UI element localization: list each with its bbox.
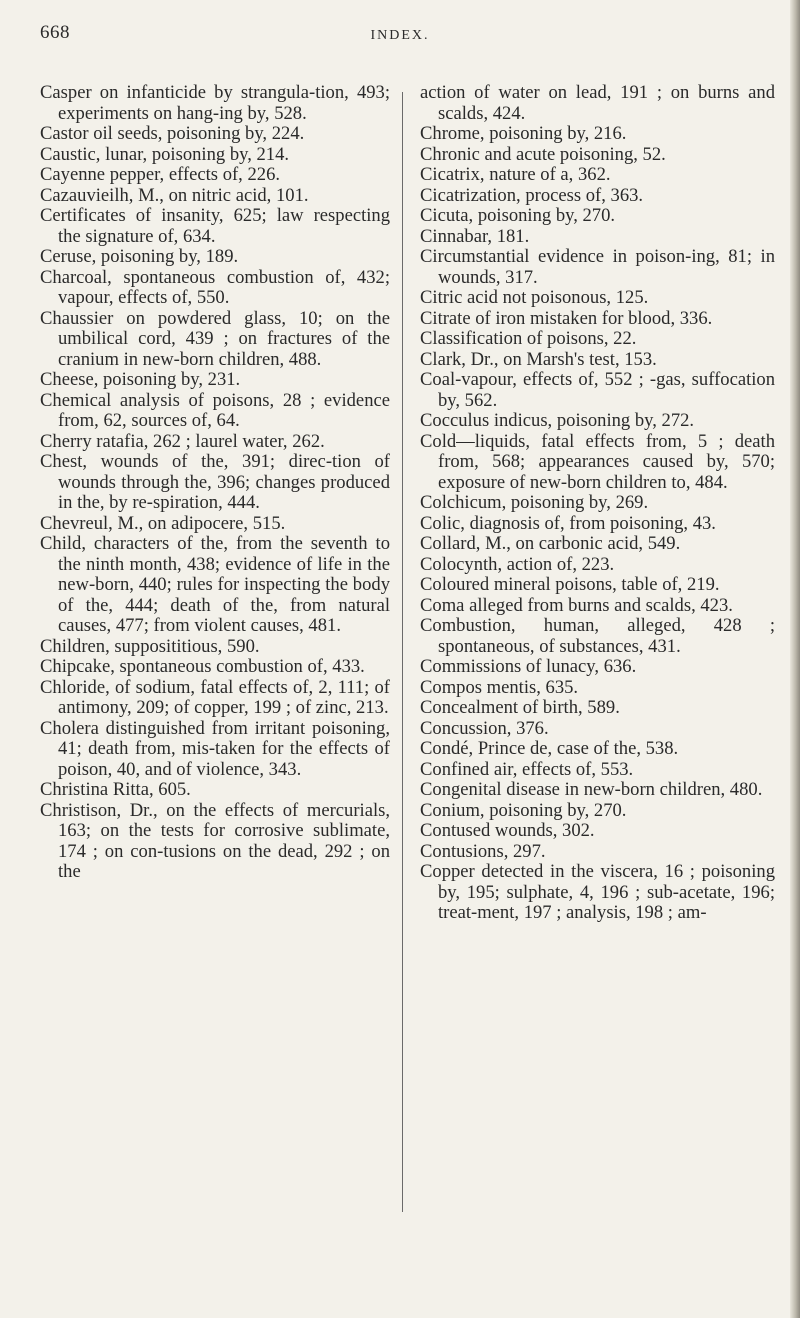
index-entry: Cholera distinguished from irritant poisoning, 41; death from, mis-taken for the effects of poison, 40, and of violence, 343.	[40, 717, 390, 780]
index-entry: Cold—liquids, fatal effects from, 5 ; death from, 568; appearances caused by, 570; exposure of new-born children to, 484.	[420, 430, 775, 493]
index-entry: Coloured mineral poisons, table of, 219.	[420, 574, 720, 595]
index-entry: action of water on lead, 191 ; on burns and scalds, 424.	[420, 82, 775, 124]
index-entry: Condé, Prince de, case of the, 538.	[420, 738, 679, 759]
index-entry: Combustion, human, alleged, 428 ; spontaneous, of substances, 431.	[420, 615, 775, 657]
index-entry: Cicuta, poisoning by, 270.	[420, 205, 616, 226]
index-entry: Cinnabar, 181.	[420, 225, 530, 247]
page-number: 668	[40, 22, 70, 43]
index-entry: Conium, poisoning by, 270.	[420, 799, 627, 821]
index-entry: Charcoal, spontaneous combustion of, 432; vapour, effects of, 550.	[40, 266, 390, 308]
index-entry: Chaussier on powdered glass, 10; on the umbilical cord, 439 ; on fractures of the cranium in new-born children, 488.	[40, 307, 390, 370]
index-entry: Certificates of insanity, 625; law respecting the signature of, 634.	[40, 205, 390, 247]
index-entry: Concealment of birth, 589.	[420, 697, 620, 718]
index-entry: Chrome, poisoning by, 216.	[420, 123, 627, 144]
index-entry: Cheese, poisoning by, 231.	[40, 369, 241, 390]
index-entry: Castor oil seeds, poisoning by, 224.	[40, 123, 305, 144]
index-entry: Concussion, 376.	[420, 717, 549, 739]
index-entry: Chloride, of sodium, fatal effects of, 2, 111; of antimony, 209; of copper, 199 ; of zinc, 213.	[40, 676, 390, 718]
index-entry: Cocculus indicus, poisoning by, 272.	[420, 410, 695, 431]
index-entry: Cazauvieilh, M., on nitric acid, 101.	[40, 184, 309, 206]
index-entry: Christison, Dr., on the effects of mercurials, 163; on the tests for corrosive sublimate, 174 ; on con-tusions on the dead, 292 ; on the	[40, 799, 390, 882]
index-entry: Christina Ritta, 605.	[40, 779, 191, 800]
index-entry: Congenital disease in new-born children, 480.	[420, 779, 763, 800]
index-entry: Circumstantial evidence in poison-ing, 81; in wounds, 317.	[420, 246, 775, 288]
index-entry: Chest, wounds of the, 391; direc-tion of wounds through the, 396; changes produced in the, by re-spiration, 444.	[40, 451, 390, 513]
index-entry: Clark, Dr., on Marsh's test, 153.	[420, 348, 657, 370]
index-entry: Citrate of iron mistaken for blood, 336.	[420, 307, 713, 329]
index-entry: Colic, diagnosis of, from poisoning, 43.	[420, 512, 716, 534]
index-entry: Cayenne pepper, effects of, 226.	[40, 164, 281, 185]
index-entry: Casper on infanticide by strangula-tion, 493; experiments on hang-ing by, 528.	[40, 82, 390, 124]
index-entry: Chevreul, M., on adipocere, 515.	[40, 512, 286, 534]
index-entry: Coma alleged from burns and scalds, 423.	[420, 594, 733, 616]
index-entry: Commissions of lunacy, 636.	[420, 656, 637, 677]
index-entry: Chipcake, spontaneous combustion of, 433.	[40, 656, 365, 677]
index-entry: Contused wounds, 302.	[420, 820, 595, 841]
index-entry: Collard, M., on carbonic acid, 549.	[420, 533, 681, 554]
index-entry: Confined air, effects of, 553.	[420, 758, 634, 780]
index-entry: Ceruse, poisoning by, 189.	[40, 246, 239, 267]
index-entry: Contusions, 297.	[420, 840, 546, 862]
index-entry: Chronic and acute poisoning, 52.	[420, 143, 666, 165]
index-column-left	[40, 83, 390, 883]
running-head: INDEX.	[370, 28, 430, 43]
index-entry: Copper detected in the viscera, 16 ; poisoning by, 195; sulphate, 4, 196 ; sub-acetate, 196; treat-ment, 197 ; analysis, 198 ; am-	[420, 861, 775, 923]
index-entry: Colchicum, poisoning by, 269.	[420, 492, 649, 513]
index-entry: Cicatrization, process of, 363.	[420, 184, 644, 206]
index-entry: Cicatrix, nature of a, 362.	[420, 164, 611, 185]
index-entry: Child, characters of the, from the seventh to the ninth month, 438; evidence of life in the new-born, 440; rules for inspecting the body of the, 444; death of the, from natural causes, 477; from violent causes, 481.	[40, 533, 390, 636]
index-entry: Caustic, lunar, poisoning by, 214.	[40, 143, 290, 165]
index-entry: Cherry ratafia, 262 ; laurel water, 262.	[40, 430, 325, 452]
index-entry: Compos mentis, 635.	[420, 676, 579, 698]
index-entry: Colocynth, action of, 223.	[420, 553, 615, 575]
page-edge	[790, 0, 800, 1318]
index-entry: Coal-vapour, effects of, 552 ; -gas, suffocation by, 562.	[420, 369, 775, 411]
index-column-right	[420, 83, 775, 924]
index-entry: Children, supposititious, 590.	[40, 635, 260, 657]
index-entry: Citric acid not poisonous, 125.	[420, 287, 649, 308]
index-entry: Classification of poisons, 22.	[420, 328, 637, 349]
column-divider	[402, 92, 403, 1212]
index-entry: Chemical analysis of poisons, 28 ; evidence from, 62, sources of, 64.	[40, 389, 390, 431]
